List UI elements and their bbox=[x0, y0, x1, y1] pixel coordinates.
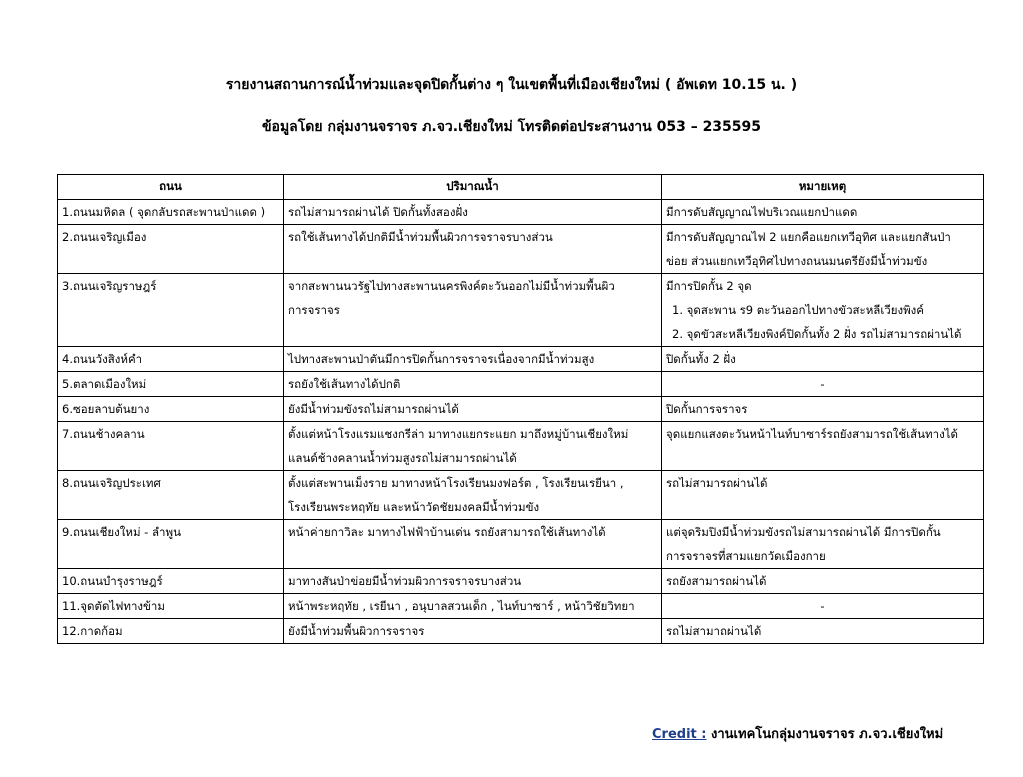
water-cell bbox=[284, 372, 662, 397]
table-row bbox=[58, 569, 984, 594]
credit-label: Credit : bbox=[652, 727, 707, 742]
water-text: ไปทางสะพานป่าตันมีการปิดกั้นการจราจรเนื่องจากมีน้ำท่วมสูง bbox=[288, 352, 595, 366]
flood-report-table bbox=[57, 174, 984, 644]
note-text: การจราจรที่สามแยกวัดเมืองกาย bbox=[666, 549, 826, 563]
note-cell bbox=[662, 569, 984, 594]
water-cell bbox=[284, 422, 662, 471]
water-cell bbox=[284, 274, 662, 347]
note-text: มีการปิดกั้น 2 จุด bbox=[666, 279, 752, 293]
table-row bbox=[58, 347, 984, 372]
water-cell bbox=[284, 225, 662, 274]
road-name: 10.ถนนบำรุงราษฎร์ bbox=[62, 574, 163, 588]
road-name: 8.ถนนเจริญประเทศ bbox=[62, 476, 161, 490]
credit-line bbox=[652, 723, 943, 744]
note-cell bbox=[662, 200, 984, 225]
road-cell bbox=[58, 520, 284, 569]
note-subitem: 2. จุดขัวสะหลีเวียงพิงค์ปิดกั้นทั้ง 2 ฝั่ง รถไม่สามารถผ่านได้ bbox=[672, 327, 962, 341]
water-text: แลนด์ช้างคลานน้ำท่วมสูงรถไม่สามารถผ่านได้ bbox=[288, 451, 517, 465]
note-subitem: 1. จุดสะพาน ร9 ตะวันออกไปทางขัวสะหลีเวียงพิงค์ bbox=[672, 303, 924, 317]
water-text: หน้าค่ายกาวิละ มาทางไฟฟ้าบ้านเด่น รถยังสามารถใช้เส้นทางได้ bbox=[288, 525, 606, 539]
table-row bbox=[58, 200, 984, 225]
table-body bbox=[58, 200, 984, 644]
note-cell bbox=[662, 274, 984, 347]
water-cell bbox=[284, 594, 662, 619]
road-cell bbox=[58, 274, 284, 347]
water-cell bbox=[284, 569, 662, 594]
water-cell bbox=[284, 619, 662, 644]
note-cell bbox=[662, 422, 984, 471]
table-row bbox=[58, 594, 984, 619]
water-cell bbox=[284, 347, 662, 372]
road-name: 12.กาดก้อม bbox=[62, 624, 123, 638]
road-name: 6.ซอยลาบต้นยาง bbox=[62, 402, 150, 416]
water-text: ยังมีน้ำท่วมพื้นผิวการจราจร bbox=[288, 624, 425, 638]
water-cell bbox=[284, 200, 662, 225]
report-title: รายงานสถานการณ์น้ำท่วมและจุดปิดกั้นต่าง ๆ ในเขตพื้นที่เมืองเชียงใหม่ ( อัพเดท 10.15 น. ) bbox=[225, 77, 798, 93]
road-cell bbox=[58, 594, 284, 619]
note-text: ปิดกั้นการจราจร bbox=[666, 402, 748, 416]
table-row bbox=[58, 520, 984, 569]
road-name: 4.ถนนวังสิงห์คำ bbox=[62, 352, 143, 366]
water-text: หน้าพระหฤทัย , เรยีนา , อนุบาลสวนเด็ก , ไนท์บาซาร์ , หน้าวิชัยวิทยา bbox=[288, 599, 635, 613]
water-cell bbox=[284, 397, 662, 422]
note-cell bbox=[662, 397, 984, 422]
header-water: ปริมาณน้ำ bbox=[284, 175, 662, 200]
water-cell bbox=[284, 520, 662, 569]
table-row bbox=[58, 372, 984, 397]
note-text: รถไม่สามาถผ่านได้ bbox=[666, 624, 762, 638]
road-name: 2.ถนนเจริญเมือง bbox=[62, 230, 147, 244]
header-note: หมายเหตุ bbox=[662, 175, 984, 200]
road-cell bbox=[58, 422, 284, 471]
road-name: 1.ถนนมหิดล ( จุดกลับรถสะพานป่าแดด ) bbox=[62, 205, 266, 219]
note-cell bbox=[662, 520, 984, 569]
table-row bbox=[58, 619, 984, 644]
note-text: มีการดับสัญญาณไฟบริเวณแยกป่าแดด bbox=[666, 205, 858, 219]
road-cell bbox=[58, 347, 284, 372]
water-text: ตั้งแต่สะพานเม็งราย มาทางหน้าโรงเรียนมงฟอร์ต , โรงเรียนเรยีนา , bbox=[288, 476, 624, 490]
note-text: ปิดกั้นทั้ง 2 ฝั่ง bbox=[666, 352, 736, 366]
header-road: ถนน bbox=[58, 175, 284, 200]
water-text: รถใช้เส้นทางได้ปกติมีน้ำท่วมพื้นผิวการจราจรบางส่วน bbox=[288, 230, 553, 244]
water-text: จากสะพานนวรัฐไปทางสะพานนครพิงค์ตะวันออกไม่มีน้ำท่วมพื้นผิว bbox=[288, 279, 615, 293]
water-text: รถยังใช้เส้นทางได้ปกติ bbox=[288, 377, 401, 391]
water-text: ตั้งแต่หน้าโรงแรมแชงกรีล่า มาทางแยกระแยก มาถึงหมู่บ้านเชียงใหม่ bbox=[288, 427, 629, 441]
note-cell bbox=[662, 594, 984, 619]
table-row bbox=[58, 422, 984, 471]
road-name: 5.ตลาดเมืองใหม่ bbox=[62, 377, 147, 391]
road-cell bbox=[58, 200, 284, 225]
note-dash: - bbox=[820, 377, 825, 391]
note-text: ข่อย ส่วนแยกเทวีอุทิศไปทางถนนมนตรียังมีน้ำท่วมขัง bbox=[666, 254, 928, 268]
road-cell bbox=[58, 569, 284, 594]
note-text: จุดแยกแสงตะวันหน้าไนท์บาซาร์รถยังสามารถใช้เส้นทางได้ bbox=[666, 427, 958, 441]
table-row bbox=[58, 274, 984, 347]
note-text: มีการดับสัญญาณไฟ 2 แยกคือแยกเทวีอุทิศ และแยกสันป่า bbox=[666, 230, 951, 244]
road-name: 3.ถนนเจริญราษฎร์ bbox=[62, 279, 157, 293]
note-cell bbox=[662, 619, 984, 644]
note-text: รถยังสามารถผ่านได้ bbox=[666, 574, 767, 588]
road-name: 9.ถนนเชียงใหม่ - ลำพูน bbox=[62, 525, 181, 539]
table-row bbox=[58, 471, 984, 520]
note-dash: - bbox=[820, 599, 825, 613]
water-text: ยังมีน้ำท่วมขังรถไม่สามารถผ่านได้ bbox=[288, 402, 459, 416]
note-cell bbox=[662, 372, 984, 397]
note-cell bbox=[662, 347, 984, 372]
road-cell bbox=[58, 372, 284, 397]
road-cell bbox=[58, 225, 284, 274]
credit-text: งานเทคโนกลุ่มงานจราจร ภ.จว.เชียงใหม่ bbox=[711, 727, 944, 742]
note-text: แต่จุดริมปิงมีน้ำท่วมขังรถไม่สามารถผ่านได้ มีการปิดกั้น bbox=[666, 525, 941, 539]
water-text: โรงเรียนพระหฤทัย และหน้าวัดชัยมงคลมีน้ำท่วมขัง bbox=[288, 500, 540, 514]
note-cell bbox=[662, 225, 984, 274]
table-header-row bbox=[58, 175, 984, 200]
road-name: 7.ถนนช้างคลาน bbox=[62, 427, 145, 441]
report-subtitle: ข้อมูลโดย กลุ่มงานจราจร ภ.จว.เชียงใหม่ โทรติดต่อประสานงาน 053 – 235595 bbox=[261, 119, 762, 135]
water-cell bbox=[284, 471, 662, 520]
water-text: มาทางสันป่าข่อยมีน้ำท่วมผิวการจราจรบางส่วน bbox=[288, 574, 522, 588]
road-cell bbox=[58, 471, 284, 520]
table-row bbox=[58, 397, 984, 422]
road-cell bbox=[58, 397, 284, 422]
road-name: 11.จุดตัดไฟทางข้าม bbox=[62, 599, 165, 613]
table-row bbox=[58, 225, 984, 274]
note-cell bbox=[662, 471, 984, 520]
water-text: การจราจร bbox=[288, 303, 340, 317]
water-text: รถไม่สามารถผ่านได้ ปิดกั้นทั้งสองฝั่ง bbox=[288, 205, 468, 219]
road-cell bbox=[58, 619, 284, 644]
note-text: รถไม่สามารถผ่านได้ bbox=[666, 476, 768, 490]
